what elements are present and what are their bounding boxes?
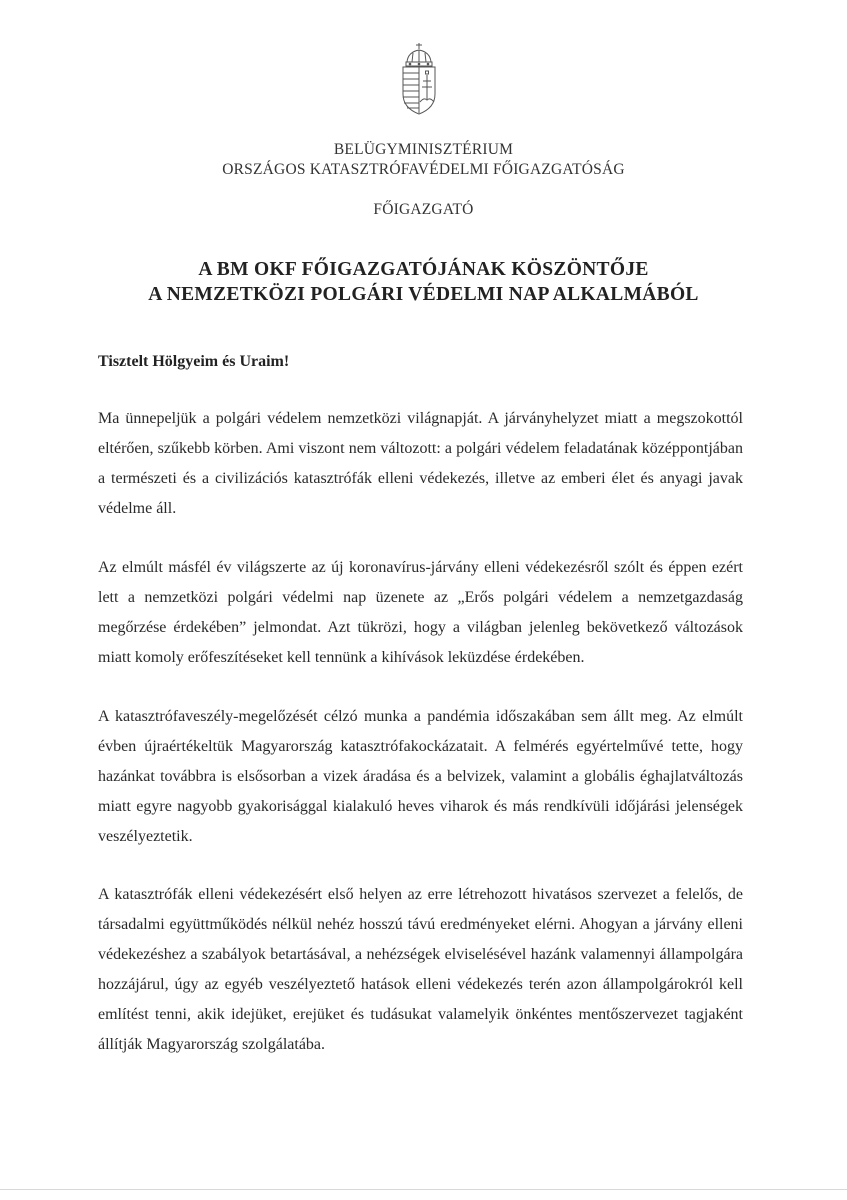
directorate-name: ORSZÁGOS KATASZTRÓFAVÉDELMI FŐIGAZGATÓSÁG xyxy=(222,161,625,178)
body-paragraph: Ma ünnepeljük a polgári védelem nemzetközi világnapját. A járványhelyzet miatt a megszokottól eltérően, szűkebb körben. Ami viszont nem változott: a polgári védelem feladatának középpontjában a természeti és a civilizációs katasztrófák elleni védekezés, illetve az emberi élet és anyagi javak védelme áll. xyxy=(98,410,743,517)
body-paragraph: A katasztrófaveszély-megelőzését célzó munka a pandémia időszakában sem állt meg. Az elmúlt évben újraértékeltük Magyarország katasztrófakockázatait. A felmérés egyértelművé tette, hogy hazánkat továbbra is elsősorban a vizek áradása és a belvizek, valamint a globális éghajlatváltozás miatt egyre nagyobb gyakorisággal kialakuló heves viharok és más rendkívüli időjárási jelenségek veszélyeztetik. xyxy=(98,708,743,845)
body-paragraph: Az elmúlt másfél év világszerte az új koronavírus-járvány elleni védekezésről szólt és éppen ezért lett a nemzetközi polgári védelmi nap üzenete az „Erős polgári védelem a nemzetgazdaság megőrzése érdekében” jelmondat. Azt tükrözi, hogy a világban jelenleg bekövetkező változások miatt komoly erőfeszítéseket kell tennünk a kihívások leküzdése érdekében. xyxy=(98,559,743,666)
page-bottom-edge xyxy=(0,1189,847,1190)
ministry-name: BELÜGYMINISZTÉRIUM xyxy=(333,141,514,158)
document-title-line-1: A BM OKF FŐIGAZGATÓJÁNAK KÖSZÖNTŐJE xyxy=(198,259,649,280)
salutation: Tisztelt Hölgyeim és Uraim! xyxy=(98,353,290,370)
document-title-line-2: A NEMZETKÖZI POLGÁRI VÉDELMI NAP ALKALMÁBÓL xyxy=(148,284,699,305)
role-title: FŐIGAZGATÓ xyxy=(373,201,474,218)
body-paragraph: A katasztrófák elleni védekezésért első helyen az erre létrehozott hivatásos szervezet a felelős, de társadalmi együttműködés nélkül nehéz hosszú távú eredményeket elérni. Ahogyan a járvány elleni védekezéshez a szabályok betartásával, a nehézségek elviselésével hazánk valamennyi állampolgára hozzájárul, úgy az egyéb veszélyeztető hatások elleni védekezés terén azon állampolgárokról kell említést tenni, akik idejüket, erejüket és tudásukat valamelyik önkéntes mentőszervezet tagjaként állítják Magyarország szolgálatába. xyxy=(98,886,743,1053)
coat-of-arms-icon xyxy=(398,42,440,116)
